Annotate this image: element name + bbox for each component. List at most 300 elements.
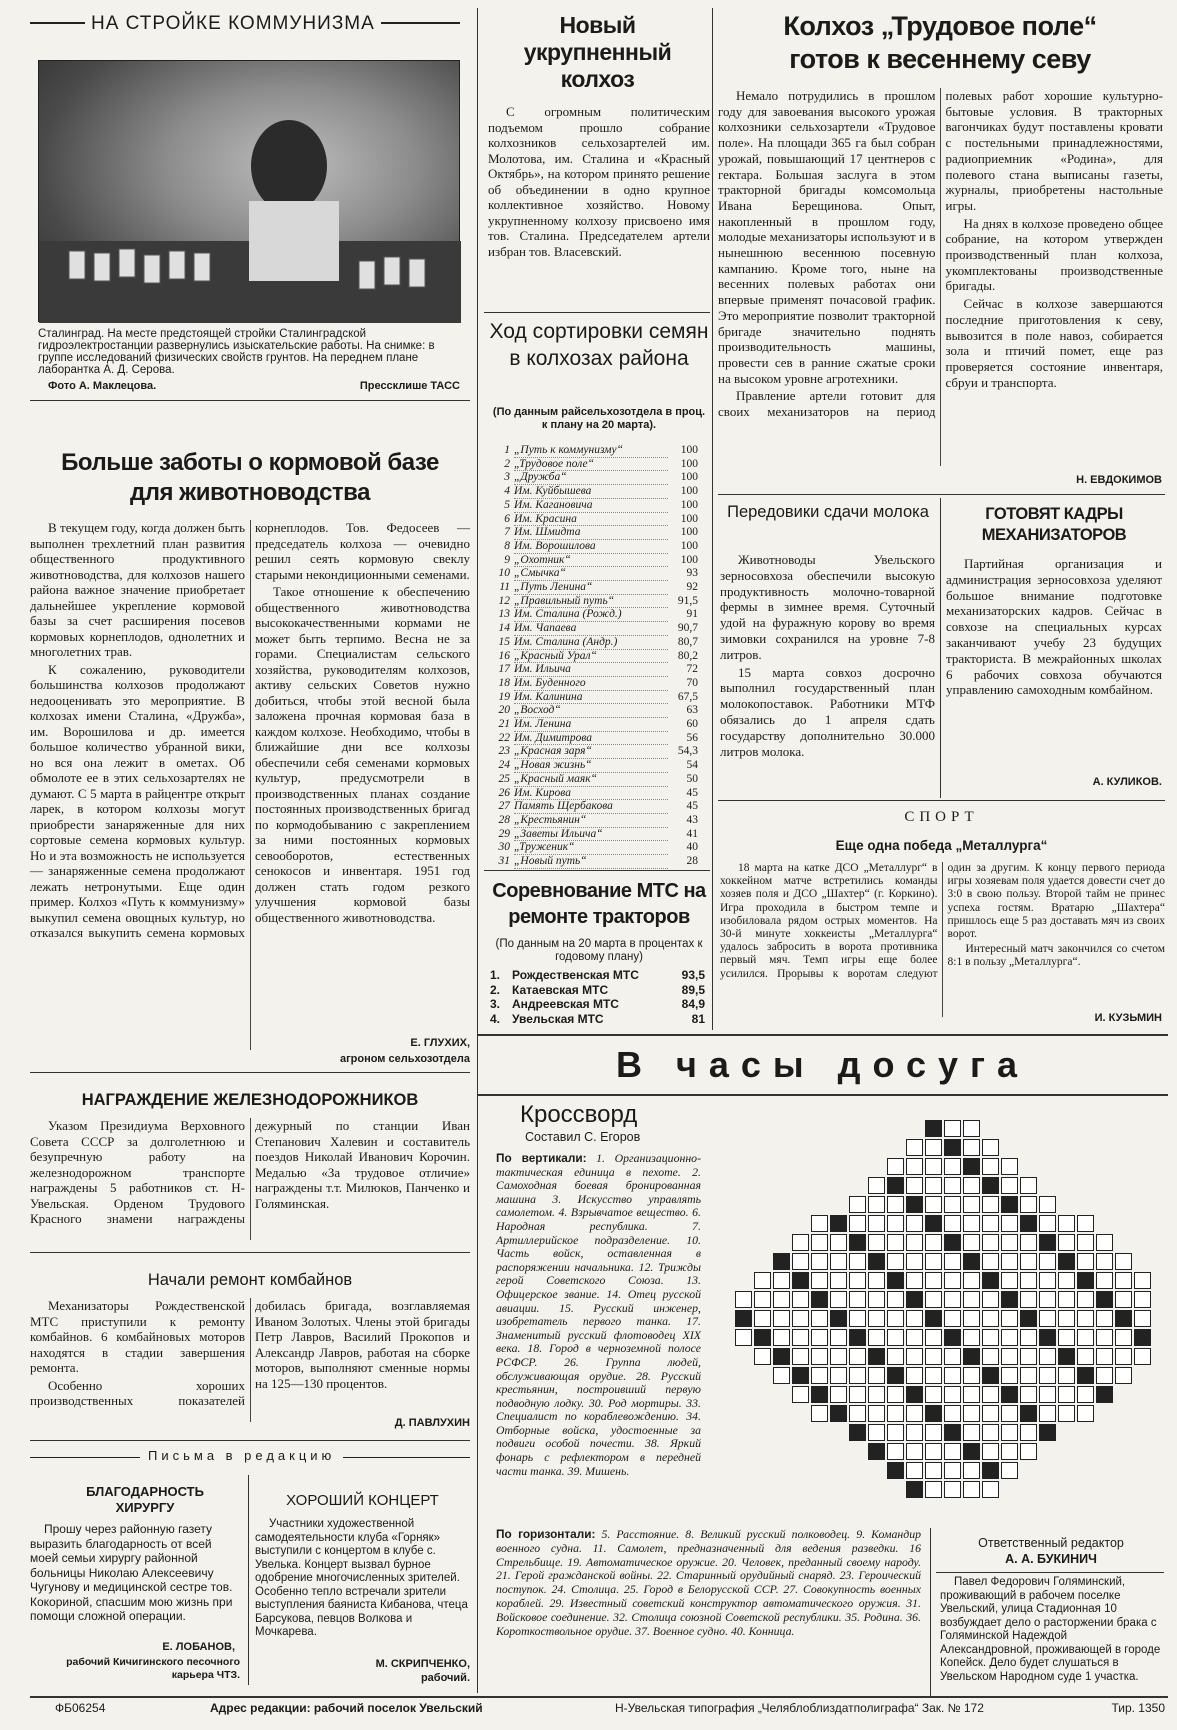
crossword-cell (906, 1348, 923, 1365)
footer-code: ФБ06254 (55, 1701, 106, 1715)
crossword-cell (1077, 1310, 1094, 1327)
seeds-row-value: 70 (686, 676, 698, 689)
letters-rubric (30, 1448, 470, 1468)
crossword-cell (906, 1139, 923, 1156)
milk-paragraph: Животноводы Увельского зерносовхоза обеспечили высокую продуктивность молочно-товарной фермы в зимнее время. Суточный удой на фуражную корову во время зимовки сохранился на уровне 7-8 литров. (720, 552, 935, 662)
crossword-cell (754, 1329, 771, 1346)
crossword-cell (792, 1386, 809, 1403)
crossword-cell (982, 1386, 999, 1403)
crossword-cell (1020, 1348, 1037, 1365)
crossword-cell (963, 1158, 980, 1175)
crossword-cell (1001, 1158, 1018, 1175)
crossword-cell (1077, 1253, 1094, 1270)
crossword-cell (1020, 1405, 1037, 1422)
horizontal-clues-text: 5. Расстояние. 8. Великий русский полководец. 9. Командир военного судна. 11. Самолет, предназначенный для ведения разведки. 16 Стрельбище. 19. Автоматическое оружие. 20. Человек, преданный своему народу. 21. Герой гражданской войны. 22. Старинный орудийный снаряд. 23. Героический поступок. 24. Столица. 25. Город в Белорусской ССР. 27. Совокупность военных кораблей. 29. Известный советский конструктор автоматического оружия. 31. Войсковое соединение. 32. Столица союзной Советской республики. 35. Родина. 36. Короткоствольное орудие. 37. Военное судно. 40. Конница. (496, 1527, 921, 1638)
crossword-cell (887, 1348, 904, 1365)
seeds-row-number: 17 (498, 663, 510, 676)
crossword-cell (906, 1462, 923, 1479)
letter-right-text: Участники художественной самодеятельности клуба «Горняк» выступили с концертом в клубе с. Увелька. Концерт вызвал бурное одобрение многочисленных зрителей. Особенно тепло встречали зрители выступления баяниста Кибанова, чтеца Барсукова, певцов Волкова и Мочкарева. (255, 1518, 468, 1638)
crossword-cell (925, 1177, 942, 1194)
crossword-cell (963, 1310, 980, 1327)
award-text: Указом Президиума Верховного Совета СССР за долголетнюю и безупречную работу на железнодорожном транспорте награждены 5 работников ст. Н-Увельская. Орденом Трудового Красного знамени награждены дежурный по станции Иван Степанович Халевин и составитель поездов Николай Иванович Корочин. Медалью «За трудовое отличие» награждены т.т. Милюков, Панченко и Голяминская. (30, 1118, 470, 1226)
seeds-row (488, 663, 698, 677)
seeds-row-name: „Труженик“ (514, 841, 668, 855)
seeds-row-name: Им. Ильича (514, 663, 668, 677)
crossword-cell (811, 1272, 828, 1289)
crossword-cell (792, 1367, 809, 1384)
crossword-cell (1039, 1272, 1056, 1289)
crossword-cell (1039, 1310, 1056, 1327)
crossword-cell (811, 1405, 828, 1422)
crossword-cell (868, 1310, 885, 1327)
seeds-row-number: 15 (498, 635, 510, 648)
crossword-cell (1039, 1424, 1056, 1441)
crossword-cell (925, 1291, 942, 1308)
crossword-cell (925, 1158, 942, 1175)
crossword-cell (1115, 1367, 1132, 1384)
crossword-cell (830, 1405, 847, 1422)
crossword-cell (811, 1310, 828, 1327)
crossword-cell (1001, 1424, 1018, 1441)
crossword-cell (1058, 1215, 1075, 1232)
crossword-cell (925, 1386, 942, 1403)
crossword-cell (982, 1215, 999, 1232)
crossword-cell (1020, 1424, 1037, 1441)
crossword-cell (963, 1120, 980, 1137)
seeds-row-name: Память Щербакова (514, 800, 668, 814)
crossword-cell (849, 1424, 866, 1441)
seeds-row-number: 23 (498, 745, 510, 758)
crossword-cell (1039, 1215, 1056, 1232)
seeds-row-value: 72 (686, 663, 698, 676)
footer-printer: Н-Увельская типография „Челяблоблиздатполиграфа“ Зак. № 172 (615, 1701, 984, 1715)
seeds-row-name: Им. Красина (514, 513, 668, 527)
letter-left-signature: Е. ЛОБАНОВ, (162, 1641, 235, 1653)
crossword-cell (1001, 1253, 1018, 1270)
letters-rubric-label: Письма в редакцию (140, 1448, 343, 1464)
crossword-cell (944, 1405, 961, 1422)
crossword-cell (944, 1272, 961, 1289)
crossword-cell (887, 1291, 904, 1308)
crossword-cell (811, 1348, 828, 1365)
crossword-cell (925, 1481, 942, 1498)
horizontal-clues-label: По горизонтали: (496, 1527, 596, 1541)
mts-row (490, 997, 705, 1012)
seeds-row-name: Им. Димитрова (514, 732, 668, 746)
crossword-cell (906, 1329, 923, 1346)
footer-circulation: Тир. 1350 (1111, 1701, 1165, 1715)
crossword-cell (849, 1405, 866, 1422)
crossword-cell (1077, 1367, 1094, 1384)
mts-row-value: 84,9 (681, 997, 705, 1011)
sowing-signature: Н. ЕВДОКИМОВ (1076, 474, 1162, 486)
seeds-row-number: 29 (498, 827, 510, 840)
mts-row-name: Рождественская МТС (512, 968, 639, 982)
seeds-row-number: 2 (504, 457, 510, 470)
seeds-row (488, 718, 698, 732)
seeds-row-number: 14 (498, 622, 510, 635)
seeds-row-name: „Смычка“ (514, 567, 668, 581)
seeds-row-name: „Охотник“ (514, 554, 668, 568)
seeds-row-number: 12 (498, 594, 510, 607)
photo-caption (38, 328, 460, 376)
divider (30, 1696, 1168, 1698)
crossword-cell (849, 1196, 866, 1213)
sowing-title-line2: готов к весеннему севу (789, 44, 1091, 74)
crossword-cell (944, 1386, 961, 1403)
crossword-cell (982, 1481, 999, 1498)
feed-paragraph: В текущем году, когда должен быть выполнен трехлетний план развития общественного продуктивного животноводства, для колхозов нашего района важное значение приобретает дальнейшее укрепление кормовой базы за счет расширения посевов кормовых корнеплодов, однолетних и многолетних трав. (30, 520, 245, 659)
crossword-cell (963, 1386, 980, 1403)
crossword-cell (906, 1405, 923, 1422)
seeds-row (488, 499, 698, 513)
seeds-row-number: 20 (498, 704, 510, 717)
seeds-row-value: 100 (680, 539, 698, 552)
milk-article (720, 552, 935, 792)
seeds-table (488, 444, 698, 868)
seeds-row-number: 30 (498, 841, 510, 854)
crossword-cell (1058, 1405, 1075, 1422)
crossword-cell (849, 1310, 866, 1327)
crossword-cell (925, 1348, 942, 1365)
crossword-cell (1001, 1329, 1018, 1346)
seeds-row-name: Им. Кирова (514, 787, 668, 801)
seeds-row (488, 444, 698, 458)
seeds-row-value: 45 (686, 800, 698, 813)
vertical-clues (496, 1152, 701, 1522)
seeds-row-name: „Красная заря“ (514, 745, 668, 759)
milk-paragraph: 15 марта совхоз досрочно выполнил государственный план молокопоставок. Работники МТФ обязались до 1 апреля сдать государству дополнительно 30.000 литров молока. (720, 664, 935, 759)
crossword-cell (792, 1272, 809, 1289)
crossword-cell (754, 1348, 771, 1365)
seeds-row-value: 100 (680, 553, 698, 566)
seeds-row (488, 595, 698, 609)
crossword-cell (754, 1291, 771, 1308)
seeds-row (488, 513, 698, 527)
seeds-row-number: 7 (504, 526, 510, 539)
seeds-row-name: „Восход“ (514, 704, 668, 718)
crossword-cell (1020, 1215, 1037, 1232)
crossword-cell (1039, 1234, 1056, 1251)
crossword-cell (963, 1405, 980, 1422)
seeds-row (488, 828, 698, 842)
crossword-cell (1077, 1272, 1094, 1289)
seeds-row-name: „Крестьянин“ (514, 814, 668, 828)
crossword-cell (792, 1348, 809, 1365)
seeds-row-value: 43 (686, 813, 698, 826)
crossword-cell (982, 1253, 999, 1270)
crossword-cell (1077, 1348, 1094, 1365)
crossword-cell (868, 1405, 885, 1422)
crossword-cell (925, 1234, 942, 1251)
crossword-cell (830, 1234, 847, 1251)
seeds-row-number: 28 (498, 813, 510, 826)
crossword-cell (1001, 1310, 1018, 1327)
crossword-cell (944, 1424, 961, 1441)
seeds-row-name: Им. Кагановича (514, 499, 668, 513)
crossword-cell (1096, 1310, 1113, 1327)
crossword-cell (754, 1310, 771, 1327)
seeds-row-name: „Новая жизнь“ (514, 759, 668, 773)
crossword-cell (887, 1177, 904, 1194)
crossword-cell (963, 1424, 980, 1441)
mts-row (490, 983, 705, 998)
crossword-cell (925, 1196, 942, 1213)
crossword-cell (1077, 1215, 1094, 1232)
sport-signature: И. КУЗЬМИН (1094, 1012, 1162, 1024)
crossword-cell (906, 1424, 923, 1441)
cadres-title: ГОТОВЯТ КАДРЫ МЕХАНИЗАТОРОВ (981, 505, 1127, 544)
crossword-cell (773, 1272, 790, 1289)
sowing-paragraph: Правление артели готовит для своих механизаторов на период полевых работ хорошие культурно-бытовые условия. В тракторных вагончиках будут поставлены кровати с постельными принадлежностями, радиоприемник «Родина», для полевого стана выписаны газеты, журналы, приобретены настольные игры. (718, 88, 1163, 420)
seeds-row-number: 4 (504, 485, 510, 498)
crossword-cell (868, 1386, 885, 1403)
sport-article (720, 862, 1165, 1017)
seeds-row-value: 100 (680, 512, 698, 525)
crossword-cell (887, 1443, 904, 1460)
crossword-cell (1039, 1405, 1056, 1422)
crossword-cell (944, 1120, 961, 1137)
mts-row-value: 89,5 (681, 982, 705, 997)
crossword-cell (1134, 1329, 1151, 1346)
vertical-clues-text: 1. Организационно-тактическая единица в пехоте. 2. Самоходная боевая бронированная машина 3. Искусство управлять самолетом. 4. Взрывчатое вещество. 6. Народная республика. 7. Артиллерийское подразделение. 10. Часть войск, оставленная в распоряжении начальника. 12. Трижды герой Советского Союза. 13. Офицерское звание. 14. Отец русской авиации. 15. Русский инженер, изобретатель первого танка. 17. Знаменитый русский флотоводец XIX века. 18. Город в черноземной полосе РСФСР. 26. Группа людей, обслуживающая орудие. 28. Русский крестьянин, построивший первую подводную лодку. 30. Род мортиры. 33. Специалист по кораблевождению. 34. Отборные войска, удостоенные за подвиги особой почести. 38. Яркий фонарь с рефлектором в передней части танка. 39. Мишень. (496, 1151, 702, 1478)
crossword-cell (1058, 1291, 1075, 1308)
crossword-cell (906, 1481, 923, 1498)
crossword-cell (1134, 1348, 1151, 1365)
crossword-cell (1096, 1253, 1113, 1270)
crossword-cell (982, 1310, 999, 1327)
crossword-cell (868, 1329, 885, 1346)
crossword-cell (925, 1424, 942, 1441)
seeds-row-number: 27 (498, 800, 510, 813)
crossword-cell (1058, 1234, 1075, 1251)
seeds-row-value: 80,7 (677, 635, 698, 648)
crossword-cell (735, 1310, 752, 1327)
crossword-cell (811, 1386, 828, 1403)
seeds-row-value: 56 (686, 731, 698, 744)
crossword-cell (944, 1481, 961, 1498)
crossword-cell (982, 1367, 999, 1384)
crossword-cell (1096, 1348, 1113, 1365)
sowing-paragraph: Сейчас в колхозе завершаются последние приготовления к севу, вывозится в поле навоз, собирается зола и птичий помет, еще раз проверяется состояние инвентаря, сбруи и транспорта. (945, 296, 1163, 390)
feed-title: Больше заботы о кормовой базе для животноводства (61, 449, 439, 506)
seeds-row (488, 677, 698, 691)
rubric-construction-label: НА СТРОЙКЕ КОММУНИЗМА (85, 12, 381, 36)
crossword-cell (963, 1177, 980, 1194)
crossword-cell (887, 1386, 904, 1403)
repair-signature: Д. ПАВЛУХИН (394, 1417, 470, 1429)
merge-title: Новый укрупненный колхоз (523, 12, 672, 92)
seeds-row-name: Им. Куйбышева (514, 485, 668, 499)
crossword-cell (1058, 1386, 1075, 1403)
crossword-cell (963, 1443, 980, 1460)
crossword-author: Составил С. Егоров (525, 1130, 641, 1144)
crossword-cell (1039, 1329, 1056, 1346)
crossword-cell (1001, 1177, 1018, 1194)
crossword-cell (792, 1310, 809, 1327)
seeds-row-number: 13 (498, 608, 510, 621)
seeds-row (488, 581, 698, 595)
crossword-cell (906, 1196, 923, 1213)
seeds-row-value: 80,2 (677, 649, 698, 662)
photo-caption-text: Сталинград. На месте предстоящей стройки Сталинградской гидроэлектростанции развернулись изыскательские работы. На снимке: в группе исследований физических свойств грунтов. На переднем плане лаборантка А. Д. Серова. (38, 328, 435, 376)
merge-text: С огромным политическим подъемом прошло собрание колхозников сельхозартелей им. Молотова, им. Сталина и «Красный Октябрь», на котором принято решение об объединении в одно крупное коллективное хозяйство. Новому укрупненному колхозу присвоено имя тов. Сталина. Председателем артели избран тов. Власевский. (488, 104, 710, 259)
divider (30, 1252, 470, 1253)
crossword-cell (1058, 1310, 1075, 1327)
seeds-row (488, 787, 698, 801)
crossword-grid (735, 1110, 1155, 1520)
seeds-row (488, 650, 698, 664)
crossword-cell (1115, 1329, 1132, 1346)
crossword-cell (849, 1253, 866, 1270)
crossword-cell (811, 1367, 828, 1384)
crossword-cell (1039, 1291, 1056, 1308)
crossword-cell (982, 1177, 999, 1194)
court-notice: Павел Федорович Голяминский, проживающий в рабочем поселке Увельский, улица Стадионная 10 возбуждает дело о расторжении брака с Голяминской Надеждой Александровной, проживающей в городе Копейск. Дело будет слушаться в Увельском Народном суде 1 участка. (940, 1576, 1161, 1683)
seeds-row-number: 18 (498, 676, 510, 689)
crossword-cell (925, 1367, 942, 1384)
crossword-cell (1077, 1234, 1094, 1251)
crossword-cell (849, 1329, 866, 1346)
seeds-row-value: 40 (686, 841, 698, 854)
seeds-row-name: „Путь Ленина“ (514, 581, 668, 595)
crossword-cell (773, 1329, 790, 1346)
seeds-row-value: 41 (686, 827, 698, 840)
crossword-cell (944, 1196, 961, 1213)
crossword-cell (944, 1310, 961, 1327)
crossword-cell (1058, 1272, 1075, 1289)
sport-rubric: СПОРТ (904, 809, 979, 825)
crossword-cell (792, 1291, 809, 1308)
crossword-cell (830, 1215, 847, 1232)
mts-row-number: 4. (490, 1011, 501, 1026)
crossword-cell (944, 1253, 961, 1270)
crossword-cell (906, 1272, 923, 1289)
crossword-cell (906, 1253, 923, 1270)
rubric-construction (30, 10, 460, 36)
award-title: НАГРАЖДЕНИЕ ЖЕЛЕЗНОДОРОЖНИКОВ (81, 1091, 419, 1109)
crossword-cell (925, 1139, 942, 1156)
crossword-cell (1096, 1329, 1113, 1346)
crossword-cell (944, 1158, 961, 1175)
crossword-cell (887, 1234, 904, 1251)
letter-left-role: рабочий Кичигинского песочного карьера ЧТЗ. (66, 1656, 240, 1681)
crossword-cell (963, 1253, 980, 1270)
seeds-row (488, 773, 698, 787)
crossword-cell (1001, 1405, 1018, 1422)
crossword-cell (982, 1291, 999, 1308)
crossword-cell (849, 1291, 866, 1308)
crossword-cell (1134, 1272, 1151, 1289)
repair-article (30, 1298, 470, 1422)
crossword-cell (982, 1329, 999, 1346)
crossword-cell (1001, 1196, 1018, 1213)
crossword-cell (868, 1177, 885, 1194)
crossword-cell (1039, 1196, 1056, 1213)
crossword-cell (849, 1367, 866, 1384)
crossword-cell (1077, 1291, 1094, 1308)
crossword-cell (735, 1329, 752, 1346)
crossword-cell (1001, 1386, 1018, 1403)
crossword-cell (925, 1215, 942, 1232)
divider (30, 1072, 470, 1073)
editor-title: Ответственный редактор (978, 1536, 1124, 1550)
photo-credit: Фото А. Маклецова. (48, 380, 157, 392)
crossword-cell (773, 1310, 790, 1327)
seeds-title: Ход сортировки семян в колхозах района (489, 320, 709, 370)
seeds-row (488, 622, 698, 636)
crossword-cell (830, 1291, 847, 1308)
seeds-row-name: Им. Калинина (514, 691, 668, 705)
seeds-row-number: 3 (504, 471, 510, 484)
sowing-title-line1: Колхоз „Трудовое поле“ (783, 11, 1097, 41)
seeds-row-number: 22 (498, 731, 510, 744)
crossword-cell (906, 1386, 923, 1403)
crossword-cell (1115, 1291, 1132, 1308)
divider (718, 800, 1165, 801)
crossword-cell (925, 1329, 942, 1346)
crossword-cell (1020, 1367, 1037, 1384)
seeds-row-value: 60 (686, 718, 698, 731)
crossword-cell (887, 1424, 904, 1441)
crossword-cell (944, 1234, 961, 1251)
crossword-cell (963, 1367, 980, 1384)
seeds-row (488, 554, 698, 568)
letter-right-title: ХОРОШИЙ КОНЦЕРТ (286, 1492, 439, 1509)
crossword-cell (982, 1272, 999, 1289)
mts-row-number: 2. (490, 982, 501, 997)
mts-row (490, 1012, 705, 1027)
letter-left-title: БЛАГОДАРНОСТЬ ХИРУРГУ (86, 1484, 204, 1515)
crossword-cell (868, 1291, 885, 1308)
seeds-row (488, 745, 698, 759)
seeds-row-number: 19 (498, 690, 510, 703)
crossword-cell (963, 1139, 980, 1156)
crossword-cell (773, 1348, 790, 1365)
crossword-cell (944, 1215, 961, 1232)
crossword-cell (944, 1139, 961, 1156)
crossword-cell (982, 1443, 999, 1460)
crossword-cell (868, 1196, 885, 1213)
seeds-row-name: Им. Шмидта (514, 526, 668, 540)
crossword-cell (811, 1234, 828, 1251)
crossword-cell (754, 1272, 771, 1289)
divider (936, 1572, 1164, 1573)
seeds-row (488, 800, 698, 814)
crossword-cell (982, 1139, 999, 1156)
repair-paragraph: Особенно хороших производственных показателей добилась бригада, возглавляемая Иваном Золотых. Члены этой бригады Петр Лавров, Василий Прокопов и Александр Лавров, работая на сборке моторов, выполняют сменные нормы на 125—130 процентов. (30, 1298, 470, 1408)
divider (484, 312, 710, 313)
seeds-row (488, 855, 698, 869)
seeds-row-value: 54 (686, 759, 698, 772)
crossword-cell (1039, 1386, 1056, 1403)
seeds-row (488, 458, 698, 472)
crossword-cell (1096, 1386, 1113, 1403)
crossword-cell (1096, 1291, 1113, 1308)
mts-table (490, 968, 705, 1030)
crossword-cell (1001, 1443, 1018, 1460)
crossword-cell (1134, 1291, 1151, 1308)
crossword-title: Кроссворд (520, 1101, 638, 1128)
crossword-cell (868, 1272, 885, 1289)
crossword-cell (868, 1253, 885, 1270)
crossword-cell (868, 1424, 885, 1441)
seeds-row-value: 100 (680, 471, 698, 484)
crossword-cell (830, 1272, 847, 1289)
seeds-row-value: 100 (680, 444, 698, 456)
crossword-cell (849, 1348, 866, 1365)
crossword-cell (963, 1272, 980, 1289)
